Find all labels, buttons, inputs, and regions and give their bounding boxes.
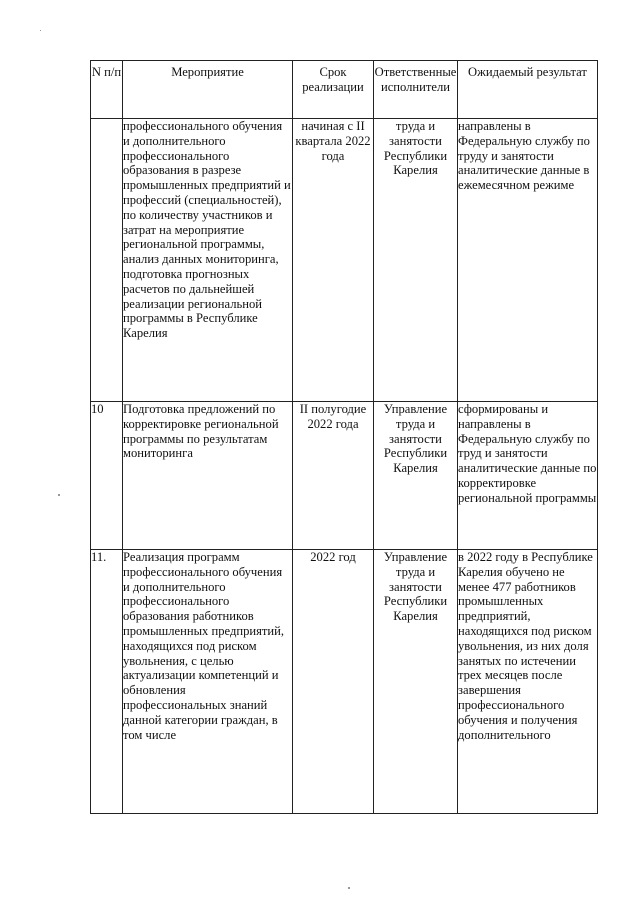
header-result: Ожидаемый результат <box>458 61 598 119</box>
table-row <box>91 402 598 550</box>
header-event: Мероприятие <box>123 61 293 119</box>
header-term: Срок реализации <box>293 61 374 119</box>
row-event: Подготовка предложений по корректировке региональной программы по результатам мониторинга <box>123 402 293 550</box>
row-result: сформированы и направлены в Федеральную службу по труд и занятости аналитические данные по корректировке региональной программы <box>458 402 598 550</box>
row-number: 11. <box>91 550 123 814</box>
header-executors: Ответственные исполнители <box>374 61 458 119</box>
measures-table <box>90 60 598 814</box>
row-term: 2022 год <box>293 550 374 814</box>
table-row <box>91 550 598 814</box>
row-result: в 2022 году в Республике Карелия обучено не менее 477 работников промышленных предприятий, находящихся под риском увольнения, из них доля занятых по истечении трех месяцев после завершения профессионального обучения и получения дополнительного <box>458 550 598 814</box>
row-event: Реализация программ профессионального обучения и дополнительного профессионального образования работников промышленных предприятий, находящихся под риском увольнения, с целью актуализации компетенций и обновления профессиональных знаний данной категории граждан, в том числе <box>123 550 293 814</box>
scan-speck <box>348 887 350 889</box>
row-executors: Управление труда и занятости Республики Карелия <box>374 550 458 814</box>
table-row <box>91 119 598 402</box>
row-executors: Управление труда и занятости Республики Карелия <box>374 402 458 550</box>
row-term: II полугодие 2022 года <box>293 402 374 550</box>
table-header-row <box>91 61 598 119</box>
scan-speck <box>58 494 60 496</box>
row-number <box>91 119 123 402</box>
row-term: начиная с II квартала 2022 года <box>293 119 374 402</box>
row-executors: труда и занятости Республики Карелия <box>374 119 458 402</box>
row-result: направлены в Федеральную службу по труду и занятости аналитические данные в ежемесячном режиме <box>458 119 598 402</box>
row-event: профессионального обучения и дополнительного профессионального образования в разрезе промышленных предприятий и профессий (специальностей), по количеству участников и затрат на мероприятие региональной программы, анализ данных мониторинга, подготовка прогнозных расчетов по дальнейшей реализации региональной программы в Республике Карелия <box>123 119 293 402</box>
scan-speck <box>40 30 41 31</box>
row-number: 10 <box>91 402 123 550</box>
header-number: N п/п <box>91 61 123 119</box>
